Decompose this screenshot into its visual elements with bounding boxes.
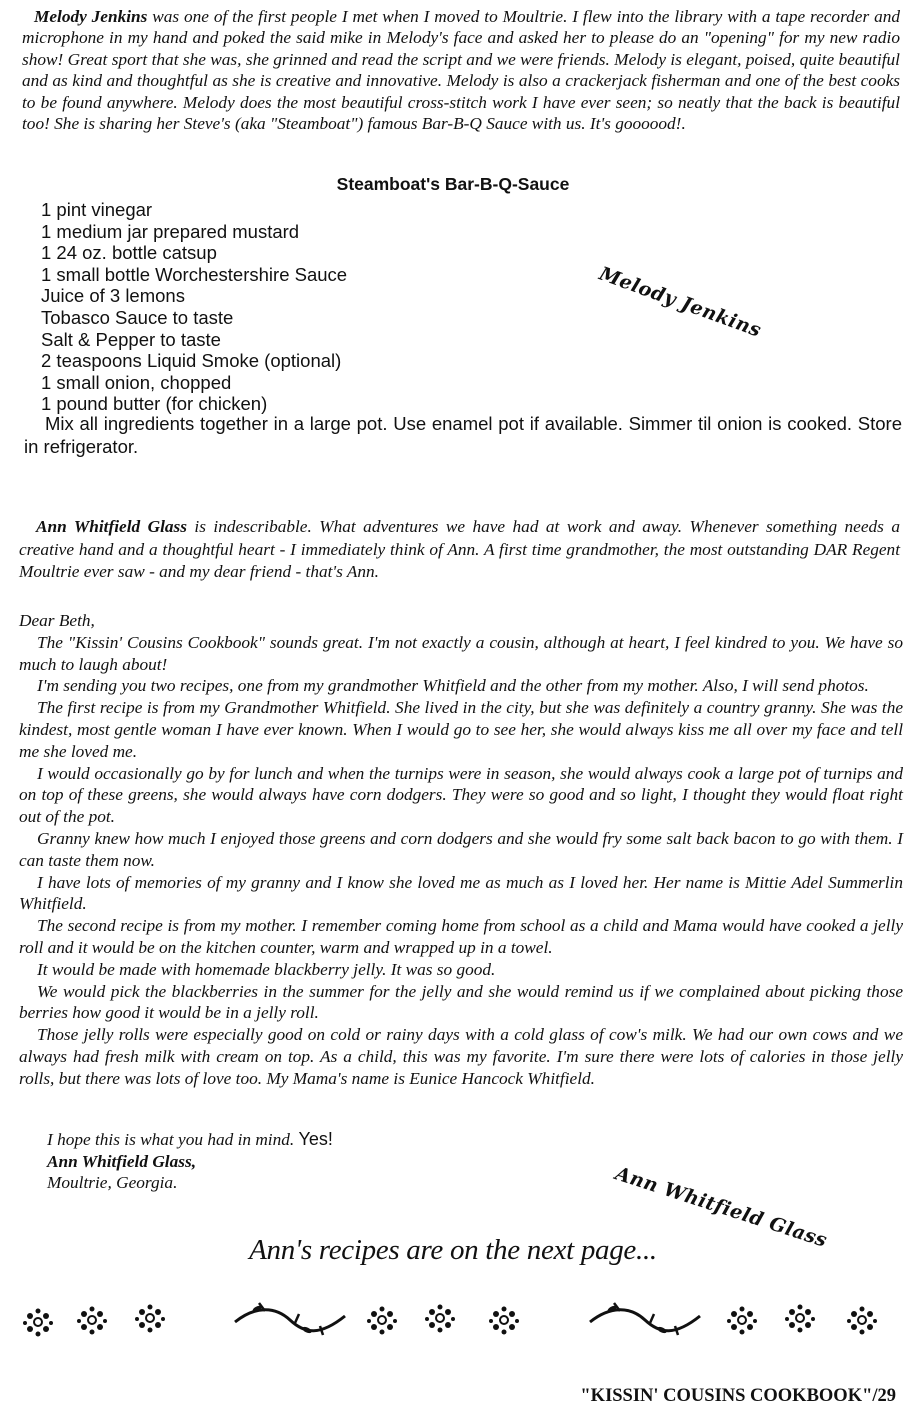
floral-border-ornament <box>20 1294 886 1352</box>
letter-paragraph: The "Kissin' Cousins Cookbook" sounds great. I'm not exactly a cousin, although at heart, I feel kindred to you. We have so much to laugh about! <box>19 632 903 674</box>
ingredient-item: 1 small bottle Worchestershire Sauce <box>41 263 348 285</box>
melody-intro-paragraph <box>22 6 900 134</box>
ann-intro-paragraph <box>19 516 900 584</box>
letter-paragraph: It would be made with homemade blackberry jelly. It was so good. <box>37 959 496 979</box>
letter-paragraph: We would pick the blackberries in the summer for the jelly and she would remind us if we complained about picking those berries how good it would be in a jelly roll. <box>19 981 903 1023</box>
signer-name: Ann Whitfield Glass, <box>47 1151 197 1171</box>
recipe-directions: Mix all ingredients together in a large pot. Use enamel pot if available. Simmer til onion is cooked. Store in refrigerator. <box>24 413 902 457</box>
melody-intro-text: was one of the first people I met when I moved to Moultrie. I flew into the library with a tape recorder and microphone in my hand and poked the said mike in Melody's face and asked her to please do an "opening" for my new radio show! Great sport that she was, she grinned and read the script and we were friends. Melody is elegant, poised, quite beautiful and as kind and thoughtful as she is creative and innovative. Melody is also a crackerjack fisherman and one of the best cooks to be found anywhere. Melody does the most beautiful cross-stitch work I have ever seen; so neatly that the back is beautiful too! She is sharing her Steve's (aka "Steamboat") famous Bar-B-Q Sauce with us. It's goooood!. <box>22 7 900 134</box>
letter-paragraph: I have lots of memories of my granny and I know she loved me as much as I loved her. Her name is Mittie Adel Summerlin Whitfield. <box>19 872 903 914</box>
letter-paragraph: The second recipe is from my mother. I remember coming home from school as a child and Mama would have cooked a jelly roll and it would be on the kitchen counter, warm and wrapped up in a towel. <box>19 916 903 957</box>
closing-yes: Yes! <box>298 1129 333 1149</box>
signer-location: Moultrie, Georgia. <box>47 1173 178 1193</box>
ingredient-item: Tobasco Sauce to taste <box>41 306 234 328</box>
ann-intro-text: is indescribable. What adventures we have had at work and away. Whenever something needs a creative hand and a thoughtful heart - I immediately think of Ann. A first time grandmother, the most outstanding DAR Regent Moultrie ever saw - and my dear friend - that's Ann. <box>19 517 900 581</box>
ingredient-item: 1 pound butter (for chicken) <box>41 393 268 415</box>
letter-closing <box>47 1129 333 1194</box>
closing-line <box>47 1129 333 1151</box>
ingredient-list <box>41 199 347 415</box>
ingredient-item: 2 teaspoons Liquid Smoke (optional) <box>41 350 342 372</box>
closing-text: I hope this is what you had in mind. <box>47 1130 295 1149</box>
letter-paragraph: I'm sending you two recipes, one from my grandmother Whitfield and the other from my mother. Also, I will send photos. <box>37 676 869 696</box>
ingredient-item: 1 small onion, chopped <box>41 371 232 393</box>
letter-paragraph: I would occasionally go by for lunch and when the turnips were in season, she would always cook a large pot of turnips and on top of these greens, she would always have corn dodgers. They were so good and so light, I thought they would float right out of the pot. <box>19 763 903 827</box>
next-page-note: Ann's recipes are on the next page... <box>249 1234 657 1266</box>
ingredient-item: 1 pint vinegar <box>41 199 153 220</box>
melody-name: Melody Jenkins <box>34 7 148 26</box>
letter-paragraph: The first recipe is from my Grandmother Whitfield. She lived in the city, but she was definitely a country granny. She was the kindest, most gentle woman I have ever known. When I would go to see her, she would always kiss me all over my face and tell me she loved me. <box>19 698 903 761</box>
page-footer: "KISSIN' COUSINS COOKBOOK"/29 <box>580 1386 896 1406</box>
letter-body <box>19 610 903 1090</box>
ingredient-item: 1 24 oz. bottle catsup <box>41 242 217 264</box>
ingredient-item: 1 medium jar prepared mustard <box>41 220 300 242</box>
recipe-title: Steamboat's Bar-B-Q-Sauce <box>336 174 570 194</box>
letter-paragraph: Those jelly rolls were especially good on cold or rainy days with a cold glass of cow's milk. We had our own cows and we always had fresh milk with cream on top. As a child, this was my favorite. I'm sure there were lots of calories in those jelly rolls, but there was lots of love too. My Mama's name is Eunice Hancock Whitfield. <box>19 1025 903 1088</box>
letter-greeting: Dear Beth, <box>19 611 95 630</box>
letter-paragraph: Granny knew how much I enjoyed those greens and corn dodgers and she would fry some salt back bacon to go with them. I can taste them now. <box>19 828 903 870</box>
ann-signature: Ann Whitfield Glass <box>612 1162 830 1252</box>
ann-name: Ann Whitfield Glass <box>36 517 187 536</box>
ingredient-item: Salt & Pepper to taste <box>41 328 221 350</box>
ingredient-item: Juice of 3 lemons <box>41 285 185 307</box>
melody-signature: Melody Jenkins <box>596 262 765 342</box>
